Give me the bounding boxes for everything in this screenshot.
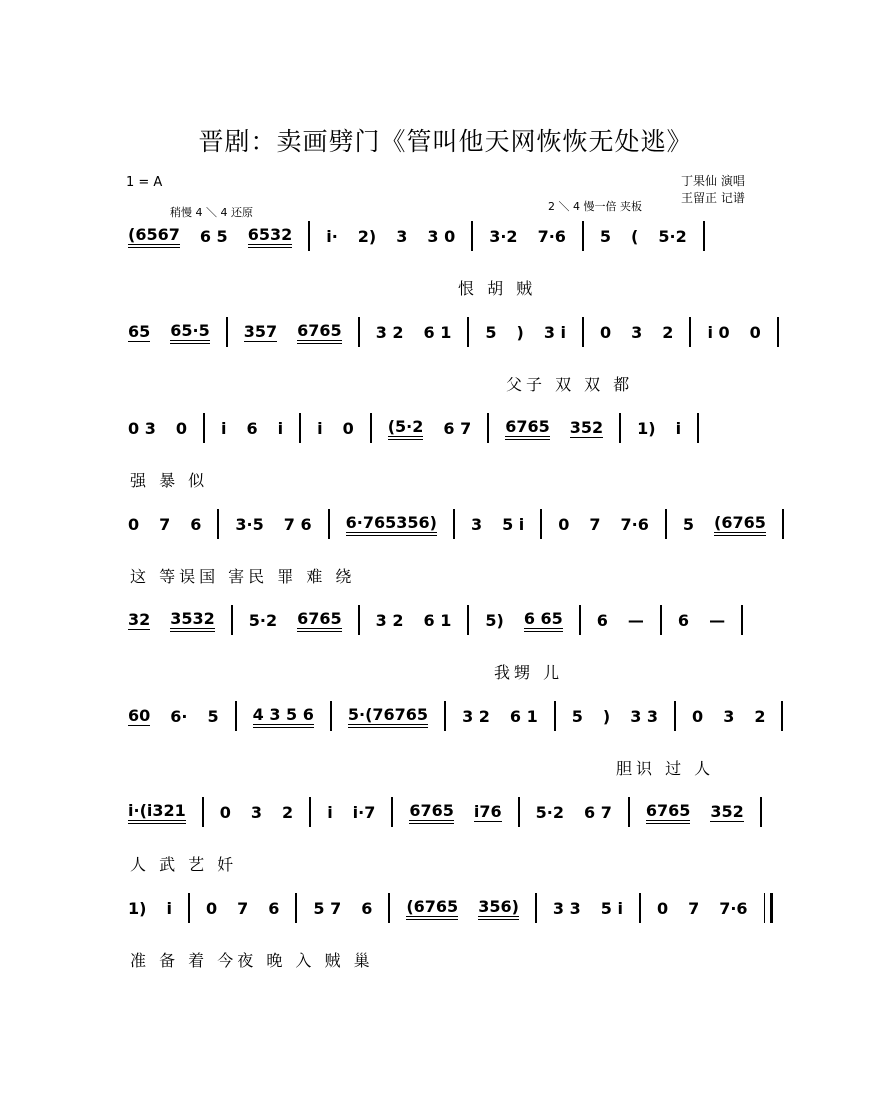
note-group: 65·5 [170, 321, 209, 344]
bar-line [453, 509, 455, 539]
note-group: 7·6 [719, 898, 748, 918]
note-group: 357 [243, 322, 278, 341]
lyric-line: 这 等误国 害民 罪 难 绕 [130, 567, 356, 586]
note-group: 0 [128, 514, 140, 534]
bar-line [628, 797, 630, 827]
note-group: 5 i [600, 898, 623, 918]
page-title: 晋剧：卖画劈门《管叫他天网恢恢无处逃》 [198, 127, 693, 156]
bar-line [308, 221, 310, 251]
note-group: 6765 [409, 801, 454, 824]
note-group: 6765 [505, 417, 550, 440]
bar-line [388, 893, 390, 923]
lyric-line: 我甥 儿 [494, 663, 564, 682]
note-group: 6 [268, 898, 280, 918]
note-group: 6 1 [423, 322, 452, 342]
note-group: 7 [688, 898, 700, 918]
notator-credit: 王留正 记谱 [681, 191, 745, 205]
bar-line [231, 605, 233, 635]
note-group: — [709, 610, 726, 630]
bar-line [471, 221, 473, 251]
note-group: i [675, 418, 682, 438]
note-group: 0 3 [128, 418, 156, 438]
note-group: 0 [558, 514, 570, 534]
note-group: 6765 [297, 609, 342, 632]
notation-line [118, 504, 790, 544]
note-group: 3532 [170, 609, 215, 632]
note-group: 7 [159, 514, 171, 534]
note-group: 4 3 5 6 [253, 705, 314, 728]
note-group: 7 [237, 898, 249, 918]
bar-line [330, 701, 332, 731]
note-group: — [627, 610, 644, 630]
note-group: 2 [662, 322, 674, 342]
note-group: 1) [637, 418, 656, 438]
notation-line [118, 408, 705, 448]
lyric-line: 强 暴 似 [130, 471, 209, 490]
bar-line [540, 509, 542, 539]
note-group: 0 [175, 418, 187, 438]
note-group: 356) [478, 897, 519, 920]
bar-line [203, 413, 205, 443]
meter-annotation: 2 ＼ 4 慢一倍 夹板 [548, 200, 642, 213]
note-group: 3 2 [375, 322, 404, 342]
bar-line [487, 413, 489, 443]
note-group: 0 [205, 898, 218, 918]
note-group: 32 [128, 610, 151, 629]
note-group: (5·2 [388, 417, 424, 440]
bar-line [760, 797, 762, 827]
note-group: i [327, 802, 333, 822]
note-group: ) [516, 322, 524, 342]
note-group: 6 [246, 418, 258, 438]
bar-line [535, 893, 537, 923]
note-group: (6567 [128, 225, 180, 248]
note-group: 6 7 [584, 802, 612, 822]
note-group: 2) [357, 226, 377, 246]
bar-line [299, 413, 301, 443]
lyric-line: 准 备 着 今夜 晚 入 贼 巢 [130, 951, 374, 970]
notation-line [118, 888, 779, 928]
bar-line [217, 509, 219, 539]
note-group: 5 i [502, 514, 525, 534]
note-group: i 0 [707, 322, 730, 342]
note-group: 6 65 [524, 609, 563, 632]
note-group: 6 [190, 514, 202, 534]
notation-line [118, 600, 749, 640]
lyric-line: 胆识 过 人 [616, 759, 715, 778]
bar-line [764, 893, 773, 923]
bar-line [467, 317, 469, 347]
notation-line [118, 792, 768, 832]
note-group: 6765 [646, 801, 691, 824]
note-group: 5 7 [313, 898, 342, 918]
note-group: 0 [656, 898, 669, 918]
note-group: ( [631, 226, 639, 246]
note-group: 3 i [543, 322, 567, 342]
bar-line [582, 317, 584, 347]
note-group: 6532 [248, 225, 293, 248]
note-group: 6 [677, 610, 690, 630]
bar-line [328, 509, 330, 539]
note-group: i [220, 418, 227, 438]
bar-line [782, 509, 784, 539]
note-group: 6765 [297, 321, 342, 344]
note-group: 3 [396, 226, 408, 246]
note-group: 6·765356) [346, 513, 437, 536]
note-group: 5·2 [658, 226, 687, 246]
bar-line [235, 701, 237, 731]
bar-line [358, 317, 360, 347]
note-group: 352 [569, 418, 604, 437]
bar-line [370, 413, 372, 443]
bar-line [579, 605, 581, 635]
note-group: 0 [342, 418, 354, 438]
notation-line [118, 312, 785, 352]
bar-line [703, 221, 705, 251]
note-group: 3·5 [235, 514, 264, 534]
bar-line [295, 893, 297, 923]
note-group: 7 [589, 514, 601, 534]
bar-line [358, 605, 360, 635]
note-group: 3 3 [630, 706, 659, 726]
bar-line [391, 797, 393, 827]
bar-line [554, 701, 556, 731]
note-group: 0 [749, 322, 761, 342]
note-group: 3 3 [552, 898, 581, 918]
note-group: ) [602, 706, 611, 726]
note-group: 7 6 [283, 514, 312, 534]
note-group: 5 [571, 706, 583, 726]
lyric-line: 人 武 艺 奷 [130, 855, 238, 874]
bar-line [309, 797, 311, 827]
note-group: 5 [682, 514, 695, 534]
bar-line [777, 317, 779, 347]
note-group: 3 2 [462, 706, 490, 726]
note-group: i·7 [352, 802, 376, 822]
note-group: 3 2 [375, 610, 404, 630]
notation-line [118, 216, 711, 256]
note-group: 65 [128, 322, 151, 341]
note-group: 3 0 [427, 226, 456, 246]
note-group: 3 [250, 802, 263, 822]
bar-line [674, 701, 676, 731]
note-group: 5) [485, 610, 504, 630]
note-group: 352 [710, 802, 744, 821]
bar-line [689, 317, 691, 347]
bar-line [741, 605, 743, 635]
note-group: 3 [631, 322, 643, 342]
lyric-line: 父子 双 双 都 [506, 375, 634, 394]
bar-line [202, 797, 204, 827]
note-group: 6· [170, 706, 188, 726]
note-group: 5 [599, 226, 612, 246]
note-group: 5·2 [535, 802, 564, 822]
note-group: 0 [692, 706, 704, 726]
notation-line [118, 696, 789, 736]
note-group: i [166, 898, 172, 918]
bar-line [226, 317, 228, 347]
note-group: 2 [282, 802, 294, 822]
note-group: 5 [485, 322, 497, 342]
note-group: i·(i321 [128, 801, 186, 824]
note-group: 0 [219, 802, 231, 822]
key-signature: 1 = A [126, 175, 163, 190]
bar-line [188, 893, 190, 923]
note-group: 7·6 [537, 226, 566, 246]
bar-line [582, 221, 584, 251]
bar-line [619, 413, 621, 443]
bar-line [444, 701, 446, 731]
note-group: 5·(76765 [348, 705, 428, 728]
note-group: 3 [723, 706, 735, 726]
note-group: i· [326, 226, 338, 246]
lyric-line: 恨 胡 贼 [458, 279, 537, 298]
note-group: 1) [128, 898, 147, 918]
note-group: 6 1 [509, 706, 538, 726]
bar-line [467, 605, 469, 635]
bar-line [697, 413, 699, 443]
tempo-annotation: 稍慢 4 ＼ 4 还原 [170, 206, 253, 219]
bar-line [781, 701, 783, 731]
note-group: i [317, 418, 323, 438]
note-group: 6 [361, 898, 373, 918]
bar-line [665, 509, 667, 539]
note-group: 2 [754, 706, 766, 726]
bar-line [660, 605, 662, 635]
note-group: 60 [128, 706, 151, 725]
note-group: 6 7 [443, 418, 472, 438]
note-group: 5 [207, 706, 219, 726]
note-group: (6765 [714, 513, 766, 536]
note-group: 3 [470, 514, 483, 534]
bar-line [518, 797, 520, 827]
note-group: (6765 [406, 897, 458, 920]
note-group: 6 [596, 610, 608, 630]
note-group: 0 [600, 322, 612, 342]
bar-line [639, 893, 641, 923]
note-group: 6 1 [423, 610, 452, 630]
note-group: 6 5 [199, 226, 228, 246]
note-group: 5·2 [248, 610, 278, 630]
note-group: i [277, 418, 284, 438]
note-group: 3·2 [489, 226, 518, 246]
singer-credit: 丁果仙 演唱 [681, 174, 745, 188]
note-group: i76 [473, 802, 502, 821]
note-group: 7·6 [620, 514, 649, 534]
